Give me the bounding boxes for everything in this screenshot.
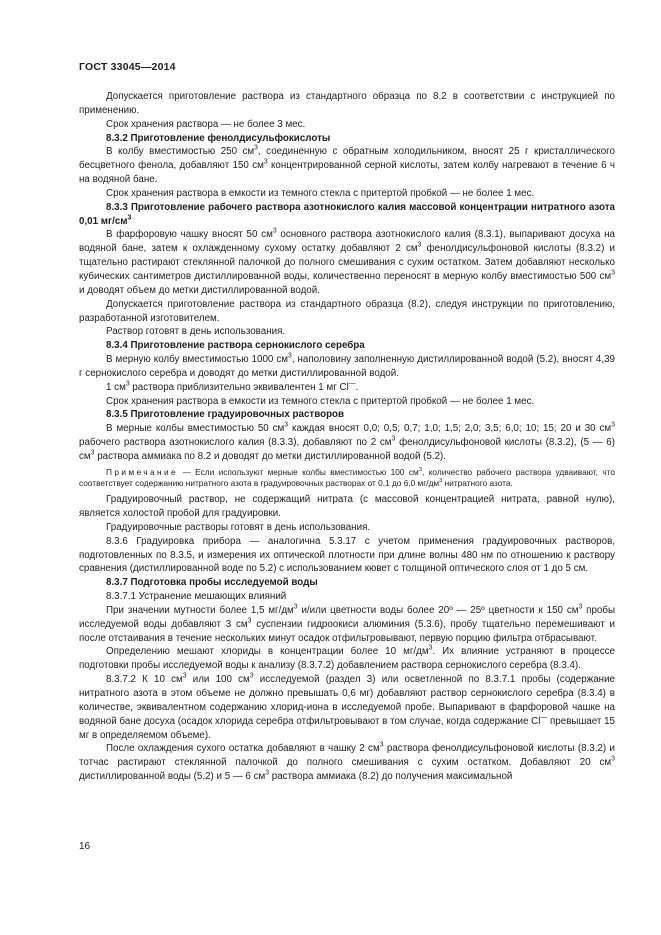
paragraph: Определению мешают хлориды в концентрации более 10 $мг/дм^3$. Их влияние устраняют в процессе подготовки пробы исследуемой воды к анализу (8.3.7.2) добавлением раствора сернокислого серебра (8.3.4). [79, 645, 615, 672]
paragraph: 8.3.7.2 К 10 $см^3$ или 100 $см^3$ исследуемой (раздел 3) или осветленной по 8.3.7.1 пробы (содержание нитратного азота в этом объеме не должно превышать 0,6 мг) добавляют раствор сернокислого серебра (8.3.4) в количестве, эквивалентном содержанию хлорид-иона в исследуемой пробе. Выпаривают в фарфоровой чашке на водяной бане досуха (осадок хлорида серебра отфильтровывают в том случае, когда содержание Cl— превышает 15 мг в определяемом объеме). [79, 672, 615, 741]
section-heading: 8.3.7 Подготовка пробы исследуемой воды [106, 577, 318, 589]
paragraph: Градуировочные растворы готовят в день использования. [106, 521, 371, 533]
paragraph: 8.3.6 Градуировка прибора — аналогична 5.3.17 с учетом применения градуировочных растворов, подготовленных по 8.3.5, и измерения их оптической плотности при длине волны 480 нм по отношению к раствору сравнения (дистиллированной воде по 5.2) с использованием кювет с толщиной оптического слоя от 1 до 5 см. [79, 535, 615, 575]
paragraph: После охлаждения сухого остатка добавляют в чашку 2 $см^3$ раствора фенолдисульфоновой кислоты (8.3.2) и тотчас растирают стеклянной палочкой до полного смешивания с сухим остатком. Добавляют 20 $см^3$ дистиллированной воды (5.2) и 5 — 6 $см^3$ раствора аммиака (8.2) до получения максимальной [79, 742, 615, 783]
paragraph: 8.3.7.1 Устранение мешающих влияний [106, 591, 287, 603]
paragraph: Допускается приготовление раствора из стандартного образца (8.2), следуя инструкции по приготовлению, разработанной изготовителем. [79, 298, 615, 324]
paragraph: 1 $см^3$ раствора приблизительно эквивалентен 1 мг Cl—. [106, 380, 359, 393]
paragraph: Срок хранения раствора в емкости из темного стекла с притертой пробкой — не более 1 мес. [106, 187, 535, 199]
standard-header: ГОСТ 33045—2014 [79, 61, 176, 73]
paragraph: Срок хранения раствора — не более 3 мес. [106, 118, 306, 130]
paragraph: В фарфоровую чашку вносят 50 $см^3$ основного раствора азотнокислого калия (8.3.1), выпаривают досуха на водяной бане, затем к охлажденному сухому остатку добавляют 2 $см^3$ фенолдисульфоновой кислоты (8.3.2) и тщательно растирают стеклянной палочкой до полного смешивания с сухим остатком. Затем добавляют несколько кубических сантиметров дистиллированной воды, количественно переносят в мерную колбу вместимостью 500 $см^3$ и доводят объем до метки дистиллированной водой. [79, 228, 615, 296]
paragraph: В колбу вместимостью 250 $см^3$, соединенную с обратным холодильником, вносят 25 г кристаллического бесцветного фенола, добавляют 150 $см^3$ концентрированной серной кислоты, затем колбу нагревают в течение 6 ч на водяной бане. [79, 145, 616, 186]
section-heading: 8.3.2 Приготовление фенолдисульфокислоты [106, 132, 331, 144]
paragraph: Срок хранения раствора в емкости из темного стекла с притертой пробкой — не более 1 мес. [106, 395, 535, 407]
section-heading: 8.3.3 Приготовление рабочего раствора азотнокислого калия массовой концентрации нитратного азота 0,01 $мг/см^3$ [79, 201, 615, 227]
paragraph: Градуировочный раствор, не содержащий нитрата (с массовой концентрацией нитрата, равной нулю), является холостой пробой для градуировки. [79, 494, 615, 520]
page-number: 16 [79, 841, 91, 852]
paragraph: В мерные колбы вместимостью 50 $см^3$ каждая вносят 0,0; 0,5; 0,7; 1,0; 1,5; 2,0; 3,5; 6,0; 10; 15; 20 и 30 $см^3$ рабочего раствора азотнокислого калия (8.3.3), добавляют по 2 $см^3$ фенолдисульфоновой кислоты (8.3.2), (5 — 6) $см^3$ раствора аммиака по 8.2 и доводят до метки дистиллированной водой (5.2). [79, 421, 615, 462]
paragraph: При значении мутности более 1,5 $мг/дм^3$ и/или цветности воды более 20º — 25º цветности к 150 $см^3$ пробы исследуемой воды добавляют 3 $см^3$ суспензии гидроокиси алюминия (5.3.6), пробу тщательно перемешивают и после отстаивания в течение нескольких минут осадок отфильтровывают, первую порцию фильтра отбрасывают. [79, 603, 616, 644]
document-body [79, 90, 615, 784]
paragraph: Допускается приготовление раствора из стандартного образца по 8.2 в соответствии с инструкцией по применению. [79, 91, 615, 116]
note-label: Примечание [106, 466, 179, 477]
paragraph: Раствор готовят в день использования. [106, 326, 286, 338]
section-heading: 8.3.4 Приготовление раствора сернокислого серебра [106, 340, 365, 352]
note: Примечание — Если используют мерные колбы вместимостью 100 $см^3$, количество рабочего раствора удваивают, что соответствует содержанию нитратного азота в градуировочных растворах от 0,1 до 6,0 $мг/дм^3$ нитратного азота. [79, 466, 616, 488]
paragraph: В мерную колбу вместимостью 1000 $см^3$, наполовину заполненную дистиллированной водой (5.2), вносят 4,39 г сернокислого серебра и доводят до метки дистиллированной водой. [79, 352, 615, 379]
section-heading: 8.3.5 Приготовление градуировочных растворов [106, 409, 345, 421]
